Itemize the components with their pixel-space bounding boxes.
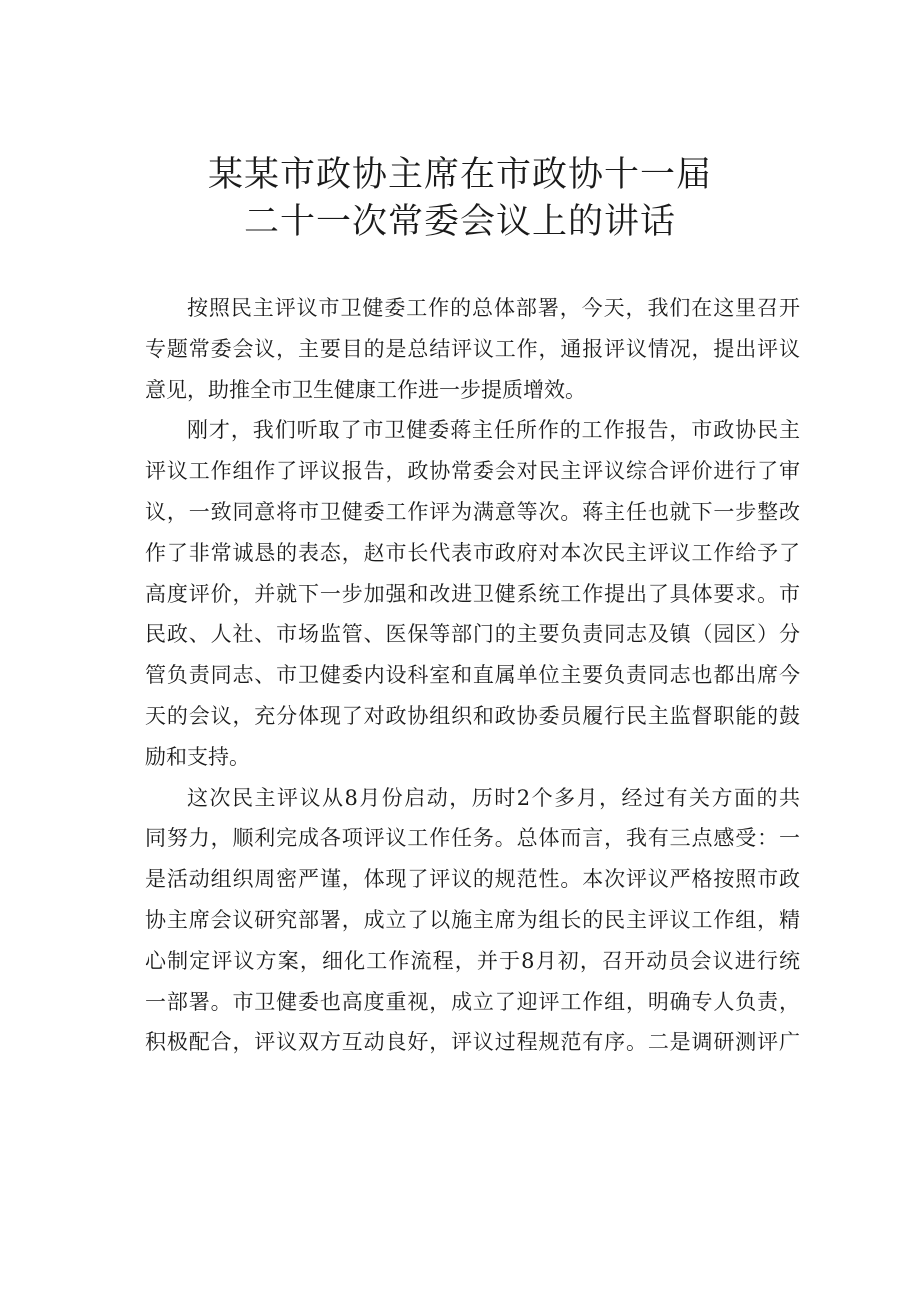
text-line: 一部署。市卫健委也高度重视，成立了迎评工作组，明确专人负责， [145, 989, 800, 1014]
title-line: 二十一次常委会议上的讲话 [243, 202, 676, 242]
text-line: 天的会议，充分体现了对政协组织和政协委员履行民主监督职能的鼓 [145, 703, 800, 728]
text-line: 评议工作组作了评议报告，政协常委会对民主评议综合评价进行了审 [145, 459, 800, 484]
text-line: 同努力，顺利完成各项评议工作任务。总体而言，我有三点感受：一 [145, 826, 800, 851]
paragraph-2 [145, 410, 800, 777]
text-line: 是活动组织周密严谨，体现了评议的规范性。本次评议严格按照市政 [145, 867, 800, 892]
text-line: 积极配合，评议双方互动良好，评议过程规范有序。二是调研测评广 [145, 1030, 800, 1055]
text-line: 管负责同志、市卫健委内设科室和直属单位主要负责同志也都出席今 [145, 663, 800, 688]
text-line: 意见，助推全市卫生健康工作进一步提质增效。 [145, 377, 586, 402]
text-line: 励和支持。 [145, 744, 250, 769]
text-line: 这次民主评议从8月份启动，历时2个多月，经过有关方面的共 [187, 785, 800, 810]
text-line: 民政、人社、市场监管、医保等部门的主要负责同志及镇（园区）分 [145, 622, 800, 647]
text-line: 议，一致同意将市卫健委工作评为满意等次。蒋主任也就下一步整改 [145, 499, 800, 524]
text-line: 心制定评议方案，细化工作流程，并于8月初，召开动员会议进行统 [145, 948, 800, 973]
text-line: 高度评价，并就下一步加强和改进卫健系统工作提出了具体要求。市 [145, 581, 800, 606]
text-line: 协主席会议研究部署，成立了以施主席为组长的民主评议工作组，精 [145, 907, 800, 932]
title-line: 某某市政协主席在市政协十一届 [207, 155, 712, 195]
paragraph-3 [145, 778, 800, 1064]
paragraph-1 [145, 288, 800, 410]
text-line: 作了非常诚恳的表态，赵市长代表市政府对本次民主评议工作给予了 [145, 540, 800, 565]
document-title [110, 152, 810, 246]
text-line: 按照民主评议市卫健委工作的总体部署，今天，我们在这里召开 [187, 296, 800, 320]
text-line: 专题常委会议，主要目的是总结评议工作，通报评议情况，提出评议 [145, 336, 800, 361]
document-body [145, 288, 800, 1063]
text-line: 刚才，我们听取了市卫健委蒋主任所作的工作报告，市政协民主 [187, 418, 800, 443]
